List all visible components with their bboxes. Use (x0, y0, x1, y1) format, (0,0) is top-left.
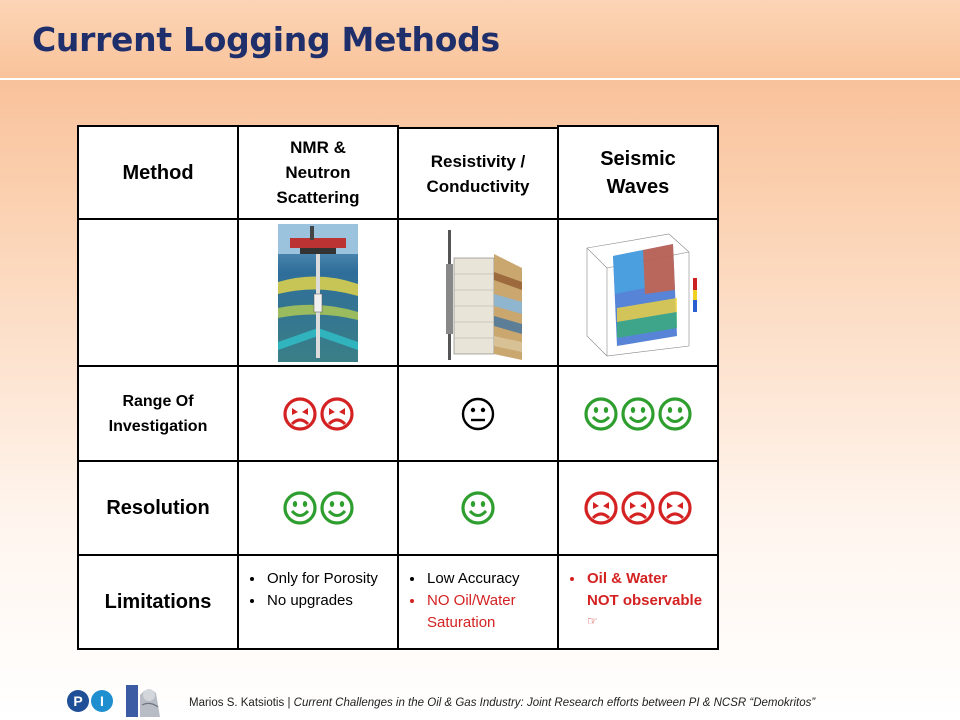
header-resistivity-cell (397, 127, 559, 220)
happy-face-icon (320, 491, 354, 525)
footer-separator: | (287, 697, 291, 709)
limitations-label: Limitations (104, 590, 212, 613)
range-seismic-rating (584, 397, 692, 431)
resolution-resistivity-cell (397, 460, 559, 556)
nmr-image-cell (237, 218, 399, 367)
header-resistivity-line: Resistivity / (430, 151, 526, 171)
sad-face-icon (320, 397, 354, 431)
range-label (109, 389, 208, 439)
header-method-label: Method (122, 161, 194, 184)
sad-face-icon (283, 397, 317, 431)
resolution-label: Resolution (106, 496, 210, 519)
image-row-empty-cell (77, 218, 239, 367)
happy-face-icon (621, 397, 655, 431)
limitation-line: • Oil & Water (587, 570, 668, 587)
list-item (585, 568, 702, 630)
header-nmr-line: Neutron (285, 163, 351, 182)
limitations-label-cell (77, 554, 239, 650)
header-nmr-line: NMR & (290, 138, 346, 157)
header-nmr-label (276, 135, 359, 210)
title-bar (0, 0, 960, 80)
range-nmr-rating (283, 397, 354, 431)
pointing-hand-icon: ☞ (587, 614, 598, 628)
header-nmr-cell (237, 125, 399, 220)
header-seismic-line: Waves (606, 175, 670, 198)
limitations-nmr-list (239, 568, 378, 612)
list-item: • NO Oil/Water Saturation (425, 590, 557, 634)
range-resistivity-rating (461, 397, 495, 431)
borehole-tool-image (430, 224, 526, 362)
header-resistivity-line: Conductivity (426, 176, 530, 196)
sad-face-icon (658, 491, 692, 525)
sad-face-icon (584, 491, 618, 525)
seismic-cube-image (573, 228, 703, 358)
happy-face-icon (461, 491, 495, 525)
list-item: • Only for Porosity (265, 568, 378, 590)
resolution-resistivity-rating (461, 491, 495, 525)
header-seismic-line: Seismic (600, 147, 676, 170)
slide-title: Current Logging Methods (32, 20, 500, 59)
resolution-seismic-rating (584, 491, 692, 525)
resolution-nmr-cell (237, 460, 399, 556)
limitations-seismic-cell (557, 554, 719, 650)
resolution-nmr-rating (283, 491, 354, 525)
offshore-rig-image (278, 224, 358, 362)
footer-citation (189, 697, 815, 709)
svg-text:P: P (73, 693, 83, 709)
neutral-face-icon (461, 397, 495, 431)
svg-text:I: I (100, 693, 104, 709)
limitations-resistivity-cell (397, 554, 559, 650)
list-item: • Low Accuracy (425, 568, 557, 590)
range-seismic-cell (557, 365, 719, 462)
footer-author: Marios S. Katsiotis (189, 697, 285, 709)
list-item: • No upgrades (265, 590, 378, 612)
resistivity-image-cell (397, 218, 559, 367)
range-label-line: Range Of (122, 392, 194, 410)
limitations-seismic-list (559, 568, 702, 630)
demokritos-logo-icon (124, 683, 164, 719)
header-nmr-line: Scattering (276, 188, 360, 207)
header-seismic-cell (557, 125, 719, 220)
range-label-line: Investigation (108, 417, 208, 435)
resolution-label-cell (77, 460, 239, 556)
range-resistivity-cell (397, 365, 559, 462)
seismic-image-cell (557, 218, 719, 367)
range-label-cell (77, 365, 239, 462)
limitations-nmr-cell (237, 554, 399, 650)
resolution-seismic-cell (557, 460, 719, 556)
range-nmr-cell (237, 365, 399, 462)
header-resistivity-label (427, 149, 530, 199)
limitation-line: NOT observable (587, 592, 703, 609)
pi-logo-icon (66, 686, 116, 716)
happy-face-icon (283, 491, 317, 525)
footer-talk-title: Current Challenges in the Oil & Gas Industry: Joint Research efforts between PI & NCSR “Demokritos” (293, 697, 816, 709)
sad-face-icon (621, 491, 655, 525)
header-seismic-label (600, 145, 676, 201)
header-method-cell (77, 125, 239, 220)
limitations-resistivity-list (399, 568, 557, 634)
happy-face-icon (658, 397, 692, 431)
happy-face-icon (584, 397, 618, 431)
